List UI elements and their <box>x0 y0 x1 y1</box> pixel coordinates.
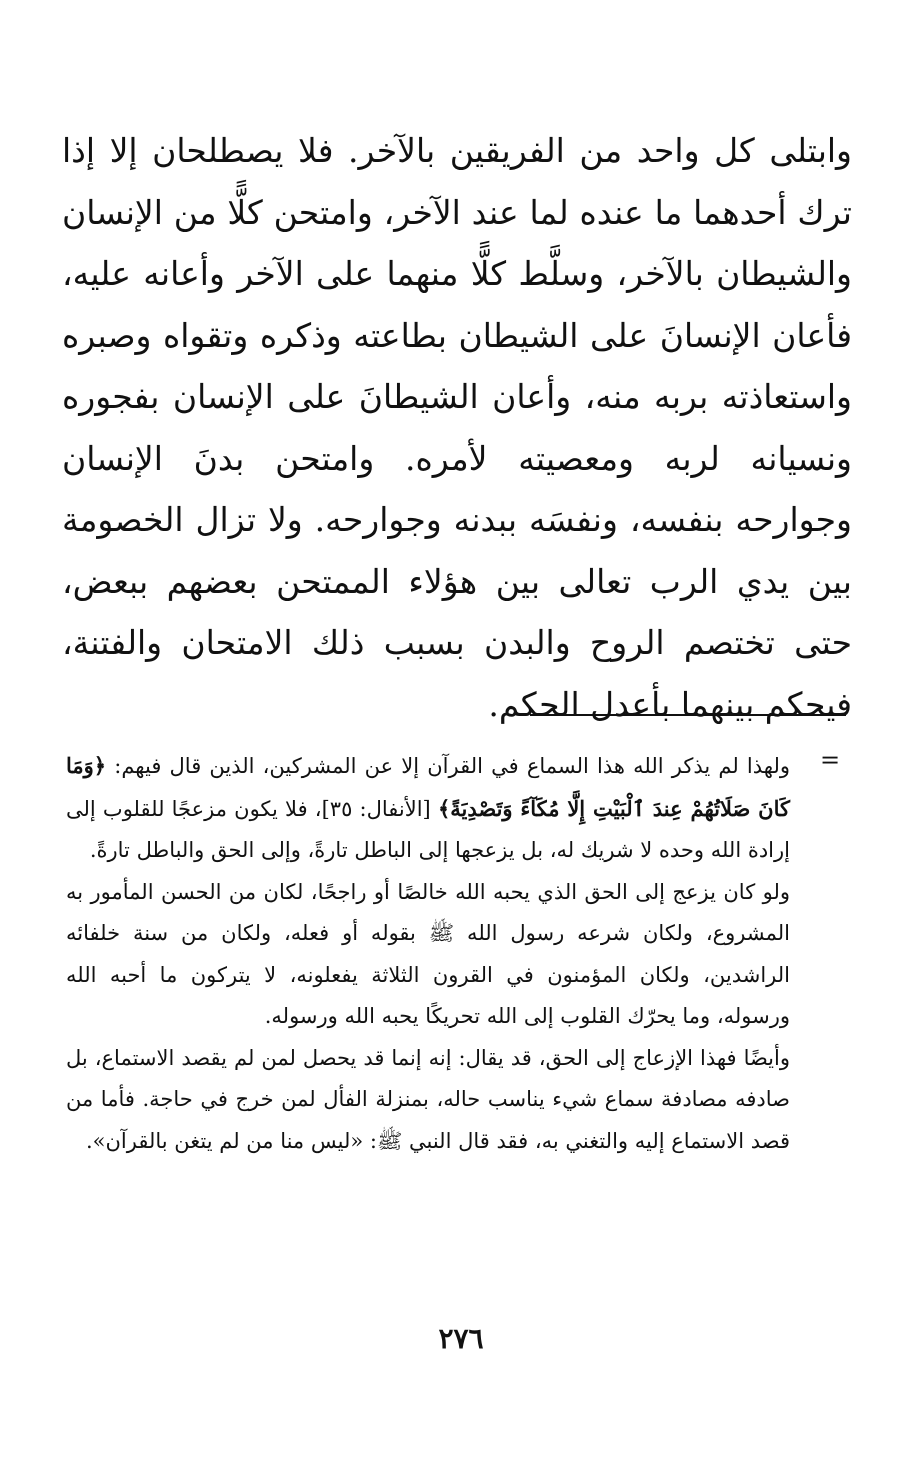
footnote-paragraph-2: ولو كان يزعج إلى الحق الذي يحبه الله خالصًا أو راجحًا، لكان من الحسن المأمور به المشروع، ولكان شرعه رسول الله ﷺ بقوله أو فعله، ولكان من سنة خلفائه الراشدين، ولكان المؤمنون في القرون الثلاثة يفعلونه، لا يتركون ما أحبه الله ورسوله، وما يحرّك القلوب إلى الله تحريكًا يحبه الله ورسوله. <box>66 879 790 1028</box>
main-paragraph: وابتلى كل واحد من الفريقين بالآخر. فلا يصطلحان إلا إذا ترك أحدهما ما عنده لما عند الآخر، وامتحن كلًّا من الإنسان والشيطان بالآخر، وسلَّط كلًّا منهما على الآخر وأعانه عليه، فأعان الإنسانَ على الشيطان بطاعته وذكره وتقواه وصبره واستعاذته بربه منه، وأعان الشيطانَ على الإنسان بفجوره ونسيانه لربه ومعصيته لأمره. وامتحن بدنَ الإنسان وجوارحه بنفسه، ونفسَه ببدنه وجوارحه. ولا تزال الخصومة بين يدي الرب تعالى بين هؤلاء الممتحن بعضهم ببعض، حتى تختصم الروح والبدن بسبب ذلك الامتحان والفتنة، فيحكم بينهما بأعدل الحكم. <box>62 131 852 724</box>
footnote-text: ولهذا لم يذكر الله هذا السماع في القرآن إلا عن المشركين، الذين قال فيهم: <box>106 754 790 778</box>
footnote-paragraph-3: وأيضًا فهذا الإزعاج إلى الحق، قد يقال: إنه إنما قد يحصل لمن لم يقصد الاستماع، بل صادفه مصادفة سماع شيء يناسب حاله، بمنزلة الفأل لمن خرج في حاجة. فأما من قصد الاستماع إليه والتغني به، فقد قال النبي ﷺ: «ليس منا من لم يتغن بالقرآن». <box>66 1045 790 1153</box>
quran-verse: ﴿وَمَا كَانَ صَلَاتُهُمْ عِندَ ٱلْبَيْتِ إِلَّا مُكَآءً وَتَصْدِيَةً﴾ <box>66 753 790 821</box>
footnote-text: [الأنفال: ٣٥]، فلا يكون مزعجًا للقلوب إلى إرادة الله وحده لا شريك له، بل يزعجها إلى الباطل تارةً، وإلى الحق والباطل تارةً. <box>66 796 790 862</box>
footnote-paragraph-1 <box>66 745 790 872</box>
main-text-block <box>62 120 852 735</box>
footnote-continuation-mark: = <box>820 746 841 774</box>
footnotes-block <box>66 745 790 1162</box>
footnote-separator <box>530 714 846 716</box>
page-number: ٢٧٦ <box>438 1322 484 1355</box>
